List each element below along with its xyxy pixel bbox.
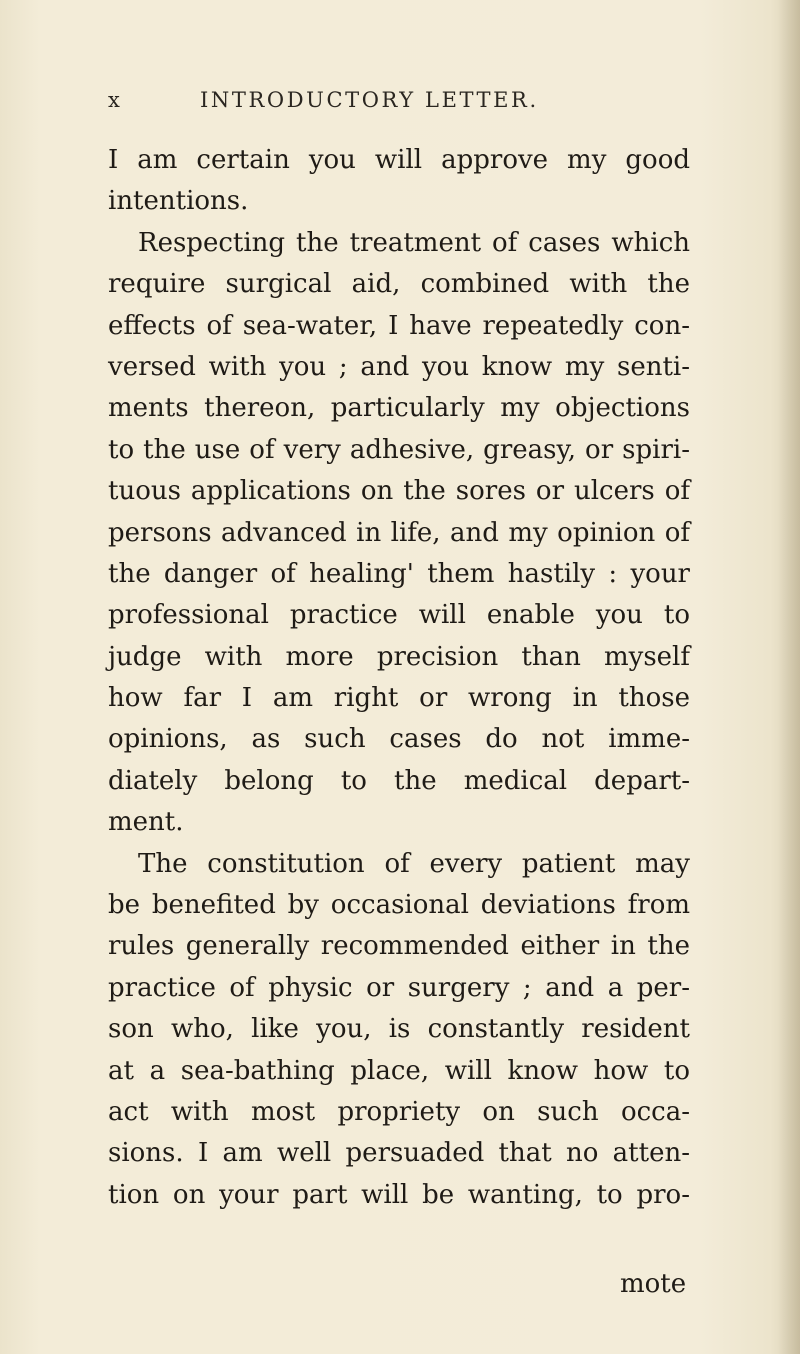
text-line: effects of sea-water, I have repeatedly con-: [108, 310, 690, 341]
text-line: require surgical aid, combined with the: [108, 269, 690, 300]
text-line: sions. I am well persuaded that no atten-: [108, 1138, 690, 1169]
text-line: at a sea-bathing place, will know how to: [108, 1055, 690, 1086]
text-line: I am certain you will approve my good: [108, 145, 690, 175]
text-line: to the use of very adhesive, greasy, or spiri-: [108, 434, 690, 465]
text-line: be benefited by occasional deviations from: [108, 890, 690, 921]
text-line: the danger of healing' them hastily : your: [108, 558, 690, 589]
text-line: son who, like you, is constantly resident: [108, 1014, 690, 1045]
running-head: INTRODUCTORY LETTER.: [200, 88, 539, 112]
page-edge-shadow: [778, 0, 800, 1354]
text-line: practice of physic or surgery ; and a per-: [108, 972, 690, 1003]
text-line: diately belong to the medical depart-: [108, 765, 690, 796]
text-line: professional practice will enable you to: [108, 600, 690, 631]
text-line: ments thereon, particularly my objections: [108, 393, 690, 424]
text-line: tuous applications on the sores or ulcers of: [108, 476, 690, 507]
body-text: [108, 140, 690, 1216]
catchword: mote: [620, 1269, 687, 1299]
text-line: rules generally recommended either in the: [108, 931, 690, 962]
text-line: judge with more precision than myself: [108, 641, 690, 672]
text-line: act with most propriety on such occa-: [108, 1096, 690, 1127]
text-line: intentions.: [108, 186, 249, 217]
text-line: Respecting the treatment of cases which: [138, 227, 690, 258]
text-line: The constitution of every patient may: [138, 848, 690, 879]
page-header: [108, 88, 608, 118]
text-line: tion on your part will be wanting, to pro-: [108, 1179, 690, 1210]
text-line: ment.: [108, 807, 184, 838]
text-line: versed with you ; and you know my senti-: [108, 351, 690, 382]
text-line: how far I am right or wrong in those: [108, 683, 690, 714]
text-line: opinions, as such cases do not imme-: [108, 724, 690, 755]
text-line: persons advanced in life, and my opinion of: [108, 517, 690, 548]
page-number: x: [108, 88, 121, 112]
